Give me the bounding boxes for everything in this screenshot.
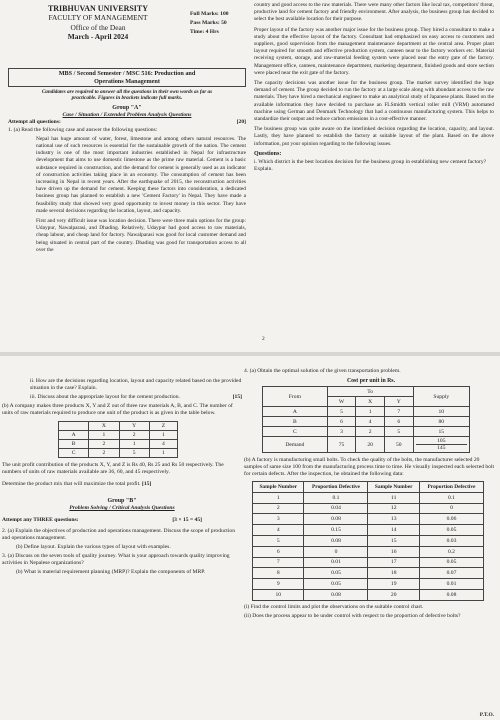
table-cell: 20 [368,589,419,600]
table-row [253,568,484,579]
total-demand-value: 145 [437,445,446,451]
case-paragraph-5: The capacity decisions was another issue for the business group. The market survey identified the huge demand of cement. The group decided to run the factory at a large scale along with abundant access to the raw materials. They have hired a mechanical engineer to make an analytical study of Japanese plants. Based on the available information they have decided to purchase an FLSmidth vertical roller mill (VRM) automated machine using German and Denmark Technology that had a continuous manufacturing system. This helps to standardize their output and reduce carbon emissions in a cost-effective manner. [254,80,494,123]
table-cell: 0.05 [304,579,368,590]
question-3b: (b) What is material requirement planning (MRP)? Explain the components of MRP. [16,569,206,575]
transport-supply-header: Supply [413,387,469,407]
question-iii: iii. Discuss about the appropriate layout for the cement production. [30,394,180,400]
subject-box [8,68,246,87]
transport-destination-header: W [327,397,356,407]
table-cell: 11 [368,492,419,503]
question-4b-i: (i) Find the control limits and plot the observations on the suitable control chart. [244,603,424,610]
determine-marks: [15] [141,481,152,487]
transport-from-header: From [263,387,328,407]
transport-cost-cell: 2 [356,427,385,437]
table-cell: 6 [253,546,304,557]
transport-cost-cell: 5 [384,427,413,437]
attempt-three-row [2,517,242,523]
transport-cost-cell: 6 [384,417,413,427]
table-cell: 17 [368,557,419,568]
table-cell: 5 [119,449,149,458]
question-iii-row [2,394,242,401]
pto-label: P.T.O. [479,712,494,718]
table-cell: 0.2 [419,546,483,557]
table-row [59,440,178,449]
marks-block [190,10,229,37]
table-cell: 1 [119,440,149,449]
table-cell: 4 [253,525,304,536]
transportation-table [262,386,470,453]
table-cell: 2 [89,440,119,449]
table-cell: 0.04 [304,503,368,514]
case-paragraph-4: Proper layout of the factory was another major issue for the business group. They hired a consultant to make a study about the effective layout of the factory. Consultant had emphasized on easy access to customers and suppliers, good supervision from the management maintenance department at the central area. Proper plant layout required for smooth and effective production system, canteen near to the factory workers etc. Material receiving system, storage, and raw-material feeding system were placed near the entry gate of the factory. Management office, canteen, maintenance department, marketing department, finished goods and store section were placed near the exit gate of the factory. [254,26,494,76]
table-cell: 1 [253,492,304,503]
transport-cost-cell: 1 [356,407,385,417]
page1-left-column [8,4,246,350]
question-i: i. Which district is the best location decision for the business group in establishing new cement factory? Explain. [254,158,487,172]
raw-material-table [58,421,178,458]
table-row [253,535,484,546]
transport-demand-cell: 75 [327,437,356,453]
table-cell: 0.1 [419,492,483,503]
table-cell: 2 [253,503,304,514]
question-1b: (b) A company makes three products X, Y and Z out of three raw materials A, B, and C. The number of units of raw materials required to produce one unit of the product is as given in the table below. [2,403,233,416]
table-cell: 15 [368,535,419,546]
table-cell: 9 [253,579,304,590]
question-iii-marks: [15] [232,394,242,400]
transport-demand-cell: 20 [356,437,385,453]
exam-page-2 [0,356,500,720]
table-cell: 2 [119,431,149,440]
unit-profit-text: The unit profit contribution of the products X, Y, and Z is Rs 40, Rs 25 and Rs 50 respectively. The numbers of units of raw materials available are 36, 60, and 45 respectively. [2,462,224,475]
table-row [263,417,470,427]
table-cell: 0.05 [419,525,483,536]
transport-destination-header: Y [384,397,413,407]
attempt-three-marks: [3 × 15 = 45] [172,517,202,523]
table-row [263,427,470,437]
transport-demand-row [263,437,470,453]
faculty-name: FACULTY OF MANAGEMENT [48,13,148,23]
table-header-cell: Y [119,422,149,431]
bolts-header-row [253,482,484,493]
table-cell: 0.05 [419,557,483,568]
transport-cost-cell: 7 [384,407,413,417]
transport-source-cell: B [263,417,328,427]
table-cell: 13 [368,514,419,525]
table-row [253,503,484,514]
table-cell: 10 [253,589,304,600]
table-cell: B [59,440,89,449]
question-ii: ii. How are the decisions regarding location, layout and capacity related based on the provided situation in the case? Explain. [30,378,242,391]
table-cell: 0.08 [304,589,368,600]
page2-left-column [2,376,242,718]
question-2b: (b) Define layout. Explain the various types of layout with examples. [16,544,171,550]
case-paragraph-1: Nepal has huge amount of water, forest, limestone and among others natural resources. The national use of such resources is essential for the sustainable growth of the nation. The cement industry is one of the most important industries established in Nepal for infrastructure development that aims to use domestic limestone as the prime raw material. Cement is a basic substance required in construction, and the demand for cement is generally used as an indicator of construction activities taking place in an economy. The consumption of cement has been increasing in Nepal in recent years. After the earthquake of 2015, the reconstruction activities have driven up the demand for cement. Keeping these factors into consideration, a dedicated business group has planned to establish a new 'Cement Factory' in Nepal. They have made a feasibility study that showed very good opportunity to invest money in this sector. They have made several decisions regarding the location, layout, and capacity. [36,135,246,214]
table-row [263,407,470,417]
table-cell: 0.08 [304,514,368,525]
instruction-line-2: practicable. Figures in brackets indicate full marks. [71,95,183,102]
determine-text: Determine the product mix that will maximize the total profit. [2,481,141,487]
table-cell: 4 [149,440,177,449]
transport-cost-cell: 3 [327,427,356,437]
exam-page-1 [0,0,500,352]
table-row [253,546,484,557]
table-cell: 14 [368,525,419,536]
attempt-three-label: Attempt any THREE questions: [2,517,79,523]
section-b-heading: Problem Solving / Critical Analysis Questions [69,505,175,511]
question-3a: 3. (a) Discuss on the seven tools of quality journey. What is your approach towards quality improving activities in Nepalese organizations? [2,553,230,566]
determine-row [2,481,242,488]
section-a-heading: Case / Situation / Extended Problem Analysis Questions [62,111,192,118]
table-header-cell [59,422,89,431]
total-supply-value: 105 [416,438,467,445]
transport-source-cell: A [263,407,328,417]
group-a-heading: Group "A" [112,104,142,111]
transport-demand-label: Demand [263,437,328,453]
table-header-cell: Sample Number [368,482,419,493]
table-cell: 8 [253,568,304,579]
transport-supply-cell: 80 [413,417,469,427]
table-row [253,525,484,536]
table-cell: 7 [253,557,304,568]
question-4a: 4. (a) Obtain the optimal solution of the given transportation problem. [244,368,401,374]
attempt-all-marks: [20] [236,118,246,125]
table-cell: 19 [368,579,419,590]
attempt-all-row [8,119,246,125]
page1-right-column [254,2,494,350]
transport-to-header: To [327,387,413,397]
pass-marks: Pass Marks: 50 [190,20,227,26]
raw-material-header-row [59,422,178,431]
transport-header-row-1 [263,387,470,397]
case-paragraph-6: The business group was quite aware on the interlinked decision regarding the location, capacity, and layout. Lastly, they have planned to establish the factory at suitable layout of the plant. Based on the above information, put your opinion regarding to the following issues. [254,126,494,147]
table-row [253,514,484,525]
table-cell: C [59,449,89,458]
table-cell: 0.01 [304,557,368,568]
question-4b: (b) A factory is manufacturing small bolts. To check the quality of the bolts, the manufacturer selected 20 samples of same size 100 from the manufacturing process time to time. He visually inspected each selected bolt for certain defects. After the inspection, he obtained the following data: [244,457,495,477]
table-cell: 0.01 [419,579,483,590]
transport-source-cell: C [263,427,328,437]
table-cell: 0.06 [419,514,483,525]
subject-line-2: Operations Management [94,77,160,85]
case-paragraph-2: First and very difficult issue was location decision. There were three main options for the group: Udaypur, Nawalparasi, and Dhading. Relatively, Udaypur had good access to raw materials, cheap labour, and cheap land for factory. Nawalparasi was good for local customer demand and being situated in central part of the country. Dhading was good for transportation access to all over the [36,218,246,253]
table-cell: 0.08 [304,535,368,546]
table-cell: 0.15 [304,525,368,536]
table-header-cell: Sample Number [253,482,304,493]
office-name: Office of the Dean [70,22,126,32]
table-cell: 0.1 [304,492,368,503]
university-name: TRIBHUVAN UNIVERSITY [47,4,149,13]
table-row [253,492,484,503]
transport-cost-cell: 4 [356,417,385,427]
transport-cost-cell: 5 [327,407,356,417]
table-cell: 0.03 [419,535,483,546]
table-cell: 2 [89,449,119,458]
candidate-instructions [8,89,246,102]
transport-supply-cell: 15 [413,427,469,437]
transport-totals-cell [413,437,469,453]
page-number: 2 [262,336,265,342]
page2-right-column [244,366,498,718]
questions-label: Questions: [254,150,282,157]
subject-line-1: MBS / Second Semester / MSC 516: Production and [58,70,196,77]
question-4b-ii: (ii) Does the process appear to be under control with respect to the proportion of defective bolts? [244,612,461,619]
table-cell: 0.08 [419,589,483,600]
table-cell: 0.05 [304,568,368,579]
case-paragraph-3: country and good access to the raw materials. There were many other factors like local tax, competitors' threat, productive land for cement factory and friendly environment. After analysis, the business group has decided to select the best available location for their purpose. [254,2,494,23]
table-cell: 0.07 [419,568,483,579]
table-row [253,557,484,568]
table-cell: 0 [304,546,368,557]
table-row [59,449,178,458]
exam-header [8,4,246,66]
transport-demand-cell: 50 [384,437,413,453]
time-allowed: Time: 4 Hrs [190,29,219,35]
exam-date: March - April 2024 [67,32,129,42]
full-marks: Full Marks: 100 [190,11,229,17]
transport-cost-cell: 6 [327,417,356,427]
table-cell: 0 [419,503,483,514]
table-cell: 1 [149,431,177,440]
table-cell: 3 [253,514,304,525]
table-row [59,431,178,440]
table-cell: A [59,431,89,440]
instruction-line-1: Candidates are required to answer all the questions in their own words as far as [41,89,213,95]
question-2a: 2. (a) Explain the objectives of production and operations management. Discuss the scope of production and operations management. [2,528,236,541]
transport-supply-cell: 10 [413,407,469,417]
transport-table-title: Cost per unit in Rs. [346,378,396,384]
table-header-cell: Proportion Defective [419,482,483,493]
table-row [253,589,484,600]
table-header-cell: X [89,422,119,431]
group-b-heading: Group "B" [107,498,137,504]
table-cell: 1 [149,449,177,458]
table-cell: 16 [368,546,419,557]
table-header-cell: Proportion Defective [304,482,368,493]
attempt-all-label: Attempt all questions: [8,118,61,125]
question-1a: 1. (a) Read the following case and answer the following questions: [8,126,158,133]
table-cell: 18 [368,568,419,579]
table-cell: 12 [368,503,419,514]
defective-bolts-table [252,481,484,601]
transport-destination-header: X [356,397,385,407]
institution-block [8,4,188,42]
table-header-cell: Z [149,422,177,431]
table-row [253,579,484,590]
table-cell: 5 [253,535,304,546]
table-cell: 1 [89,431,119,440]
